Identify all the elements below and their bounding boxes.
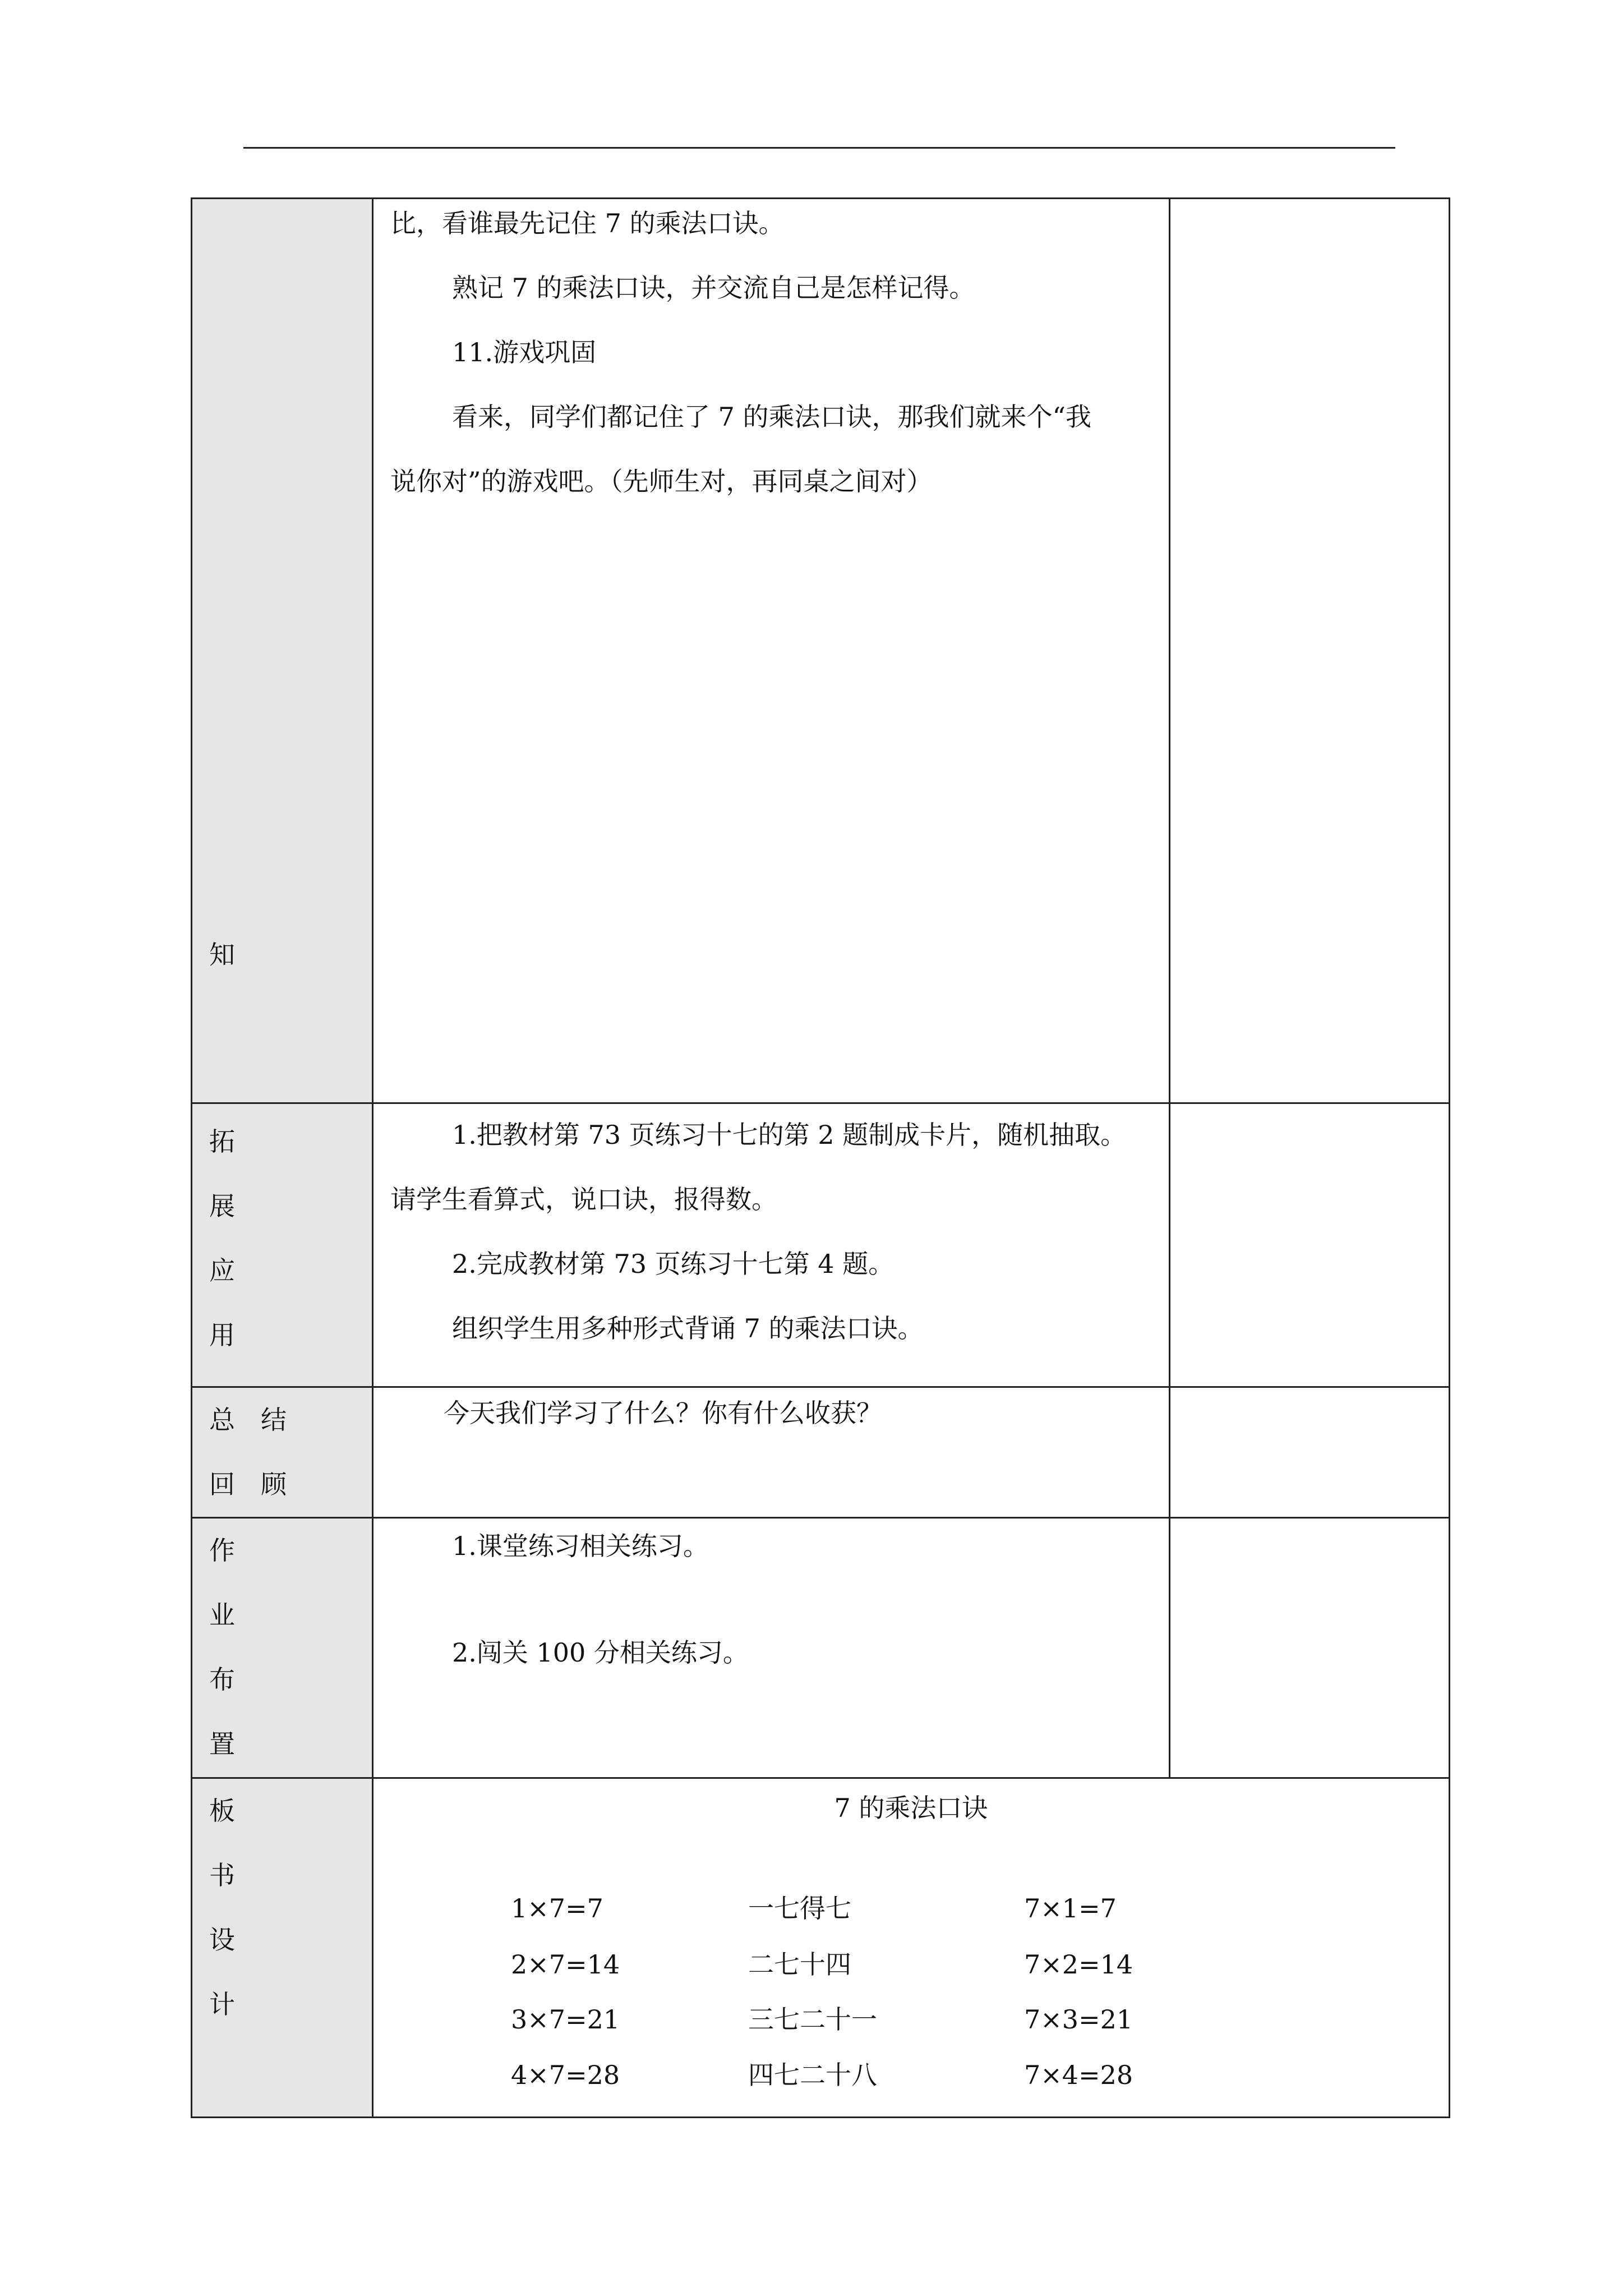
label-char: 业 [209, 1600, 235, 1630]
board-rhyme: 四七二十八 [748, 2060, 877, 2090]
text-line: 说你对”的游戏吧。（先师生对，再同桌之间对） [390, 466, 933, 496]
row-content-knowledge [373, 199, 1170, 1103]
label-char: 书 [209, 1860, 235, 1890]
text-line: 1.把教材第 73 页练习十七的第 2 题制成卡片，随机抽取。 [452, 1120, 1127, 1150]
board-rhyme: 三七二十一 [748, 2004, 877, 2035]
text-line: 11.游戏巩固 [452, 337, 597, 367]
board-grid [374, 1779, 1449, 2116]
board-formula-reverse: 7×2=14 [1024, 1949, 1133, 1980]
text-line: 组织学生用多种形式背诵 7 的乘法口诀。 [452, 1313, 924, 1343]
label-char: 应 [209, 1255, 235, 1286]
row-content-homework [373, 1518, 1170, 1778]
row-notes [1170, 1518, 1450, 1778]
text-line: 2.闯关 100 分相关练习。 [452, 1637, 749, 1668]
row-notes [1170, 199, 1450, 1103]
board-formula-reverse: 7×1=7 [1024, 1893, 1117, 1924]
row-content-summary [373, 1387, 1170, 1518]
text-line: 今天我们学习了什么？你有什么收获？ [444, 1398, 882, 1428]
board-formula: 3×7=21 [511, 2004, 620, 2035]
board-rhyme: 二七十四 [748, 1949, 851, 1980]
table-row [192, 1387, 1450, 1518]
label-char: 计 [209, 1989, 235, 2019]
label-char: 用 [209, 1320, 235, 1350]
row-label-knowledge [192, 199, 373, 1103]
label-line: 回 顾 [209, 1469, 287, 1499]
row-label-extension [192, 1103, 373, 1387]
board-title: 7 的乘法口诀 [834, 1793, 988, 1823]
board-formula: 2×7=14 [511, 1949, 620, 1980]
table-row [192, 1103, 1450, 1387]
row-notes [1170, 1387, 1450, 1518]
lesson-plan-table [191, 197, 1450, 2118]
label-char: 知 [209, 940, 235, 970]
board-formula-reverse: 7×4=28 [1024, 2060, 1133, 2090]
label-char: 拓 [209, 1126, 235, 1157]
table-row [192, 1518, 1450, 1778]
label-char: 展 [209, 1191, 235, 1221]
header-rule [243, 147, 1395, 149]
table-row [192, 1778, 1450, 2118]
label-char: 设 [209, 1925, 235, 1955]
row-label-homework [192, 1518, 373, 1778]
label-char: 布 [209, 1664, 235, 1695]
text-line: 2.完成教材第 73 页练习十七第 4 题。 [452, 1249, 895, 1279]
text-line: 请学生看算式，说口诀，报得数。 [390, 1184, 777, 1214]
board-formula: 4×7=28 [511, 2060, 620, 2090]
label-char: 板 [209, 1796, 235, 1826]
row-content-extension [373, 1103, 1170, 1387]
label-line: 总 结 [209, 1405, 287, 1435]
text-line: 看来，同学们都记住了 7 的乘法口诀，那我们就来个“我 [452, 402, 1092, 432]
text-line: 熟记 7 的乘法口诀，并交流自己是怎样记得。 [452, 273, 975, 303]
row-label-board [192, 1778, 373, 2118]
row-label-summary [192, 1387, 373, 1518]
text-line: 1.课堂练习相关练习。 [452, 1531, 709, 1561]
label-char: 作 [209, 1535, 235, 1566]
table-row [192, 199, 1450, 1103]
board-design [373, 1778, 1450, 2118]
label-char: 置 [209, 1729, 235, 1759]
text-line: 比，看谁最先记住 7 的乘法口诀。 [390, 208, 785, 238]
board-rhyme: 一七得七 [748, 1893, 851, 1924]
board-formula-reverse: 7×3=21 [1024, 2004, 1133, 2035]
row-notes [1170, 1103, 1450, 1387]
board-formula: 1×7=7 [511, 1893, 603, 1924]
